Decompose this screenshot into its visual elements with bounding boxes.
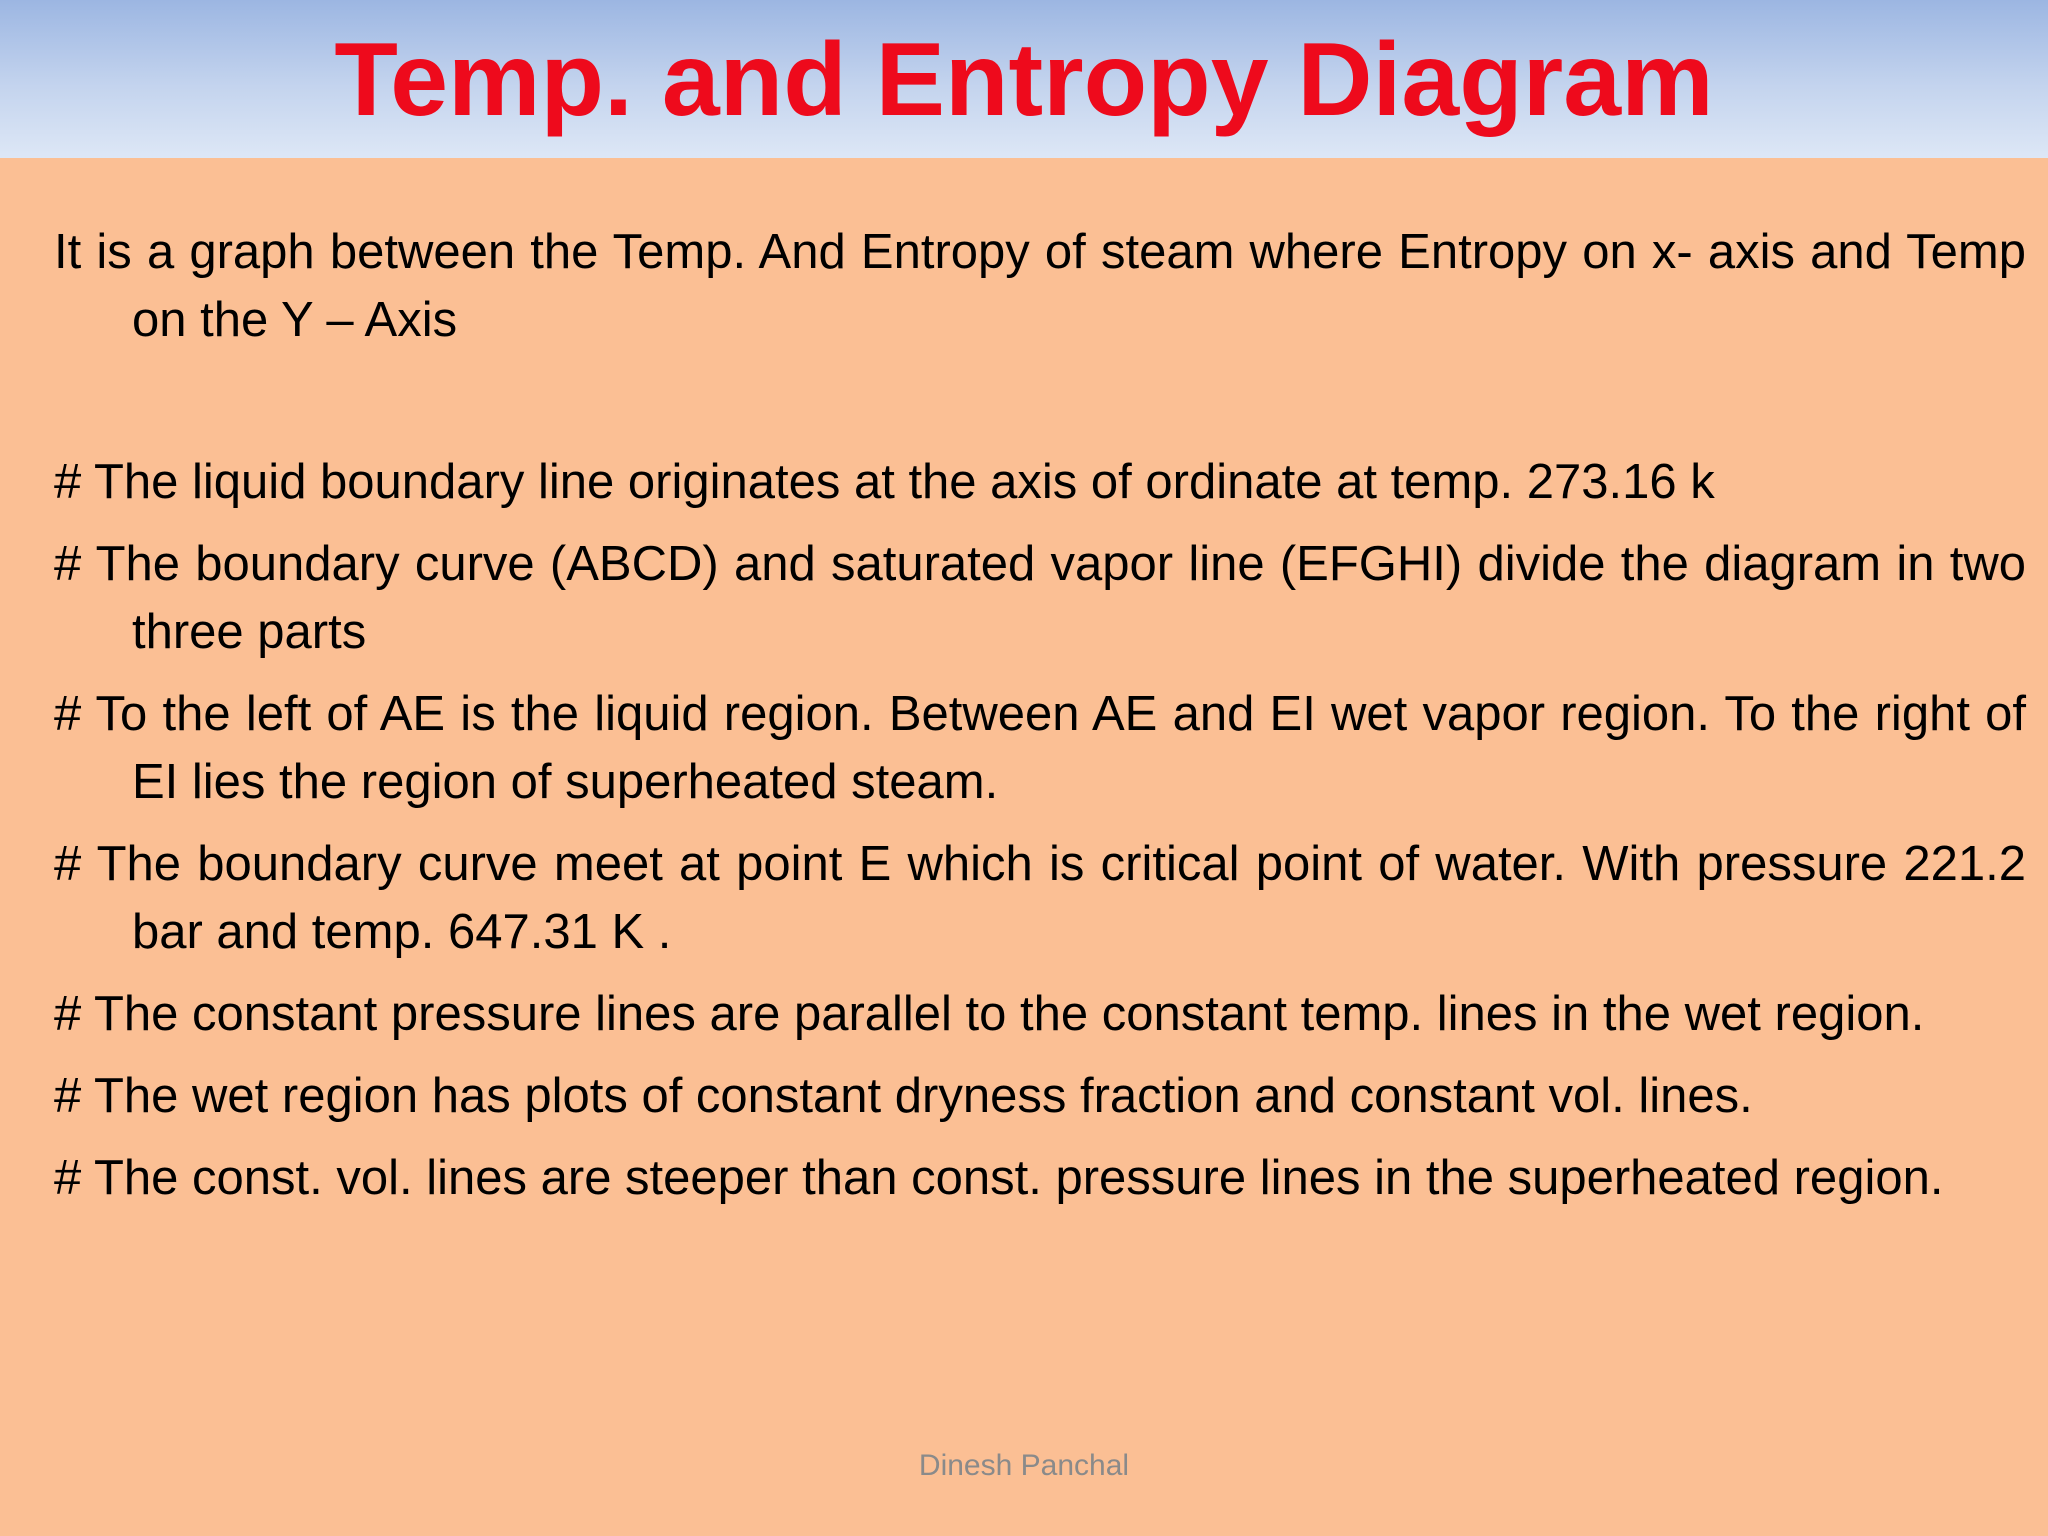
bullet-liquid-boundary: # The liquid boundary line originates at the axis of ordinate at temp. 273.16 k xyxy=(54,455,1715,509)
slide-body xyxy=(54,218,2026,1226)
bullet-critical-point: # The boundary curve meet at point E which is critical point of water. With pressure 221.2 bar and temp. 647.31 K . xyxy=(54,837,2026,959)
intro-paragraph: It is a graph between the Temp. And Entropy of steam where Entropy on x- axis and Temp on the Y – Axis xyxy=(54,225,2026,347)
bullet-wet-region: # The wet region has plots of constant dryness fraction and constant vol. lines. xyxy=(54,1069,1753,1123)
bullet-regions: # To the left of AE is the liquid region. Between AE and EI wet vapor region. To the right of EI lies the region of superheated steam. xyxy=(54,687,2026,809)
bullet-constant-pressure: # The constant pressure lines are parallel to the constant temp. lines in the wet region. xyxy=(54,987,1925,1041)
slide-title: Temp. and Entropy Diagram xyxy=(334,22,1714,138)
footer-author: Dinesh Panchal xyxy=(918,1449,1130,1482)
bullet-boundary-curve: # The boundary curve (ABCD) and saturated vapor line (EFGHI) divide the diagram in two three parts xyxy=(54,537,2026,659)
bullet-const-volume: # The const. vol. lines are steeper than const. pressure lines in the superheated region. xyxy=(54,1151,1944,1205)
